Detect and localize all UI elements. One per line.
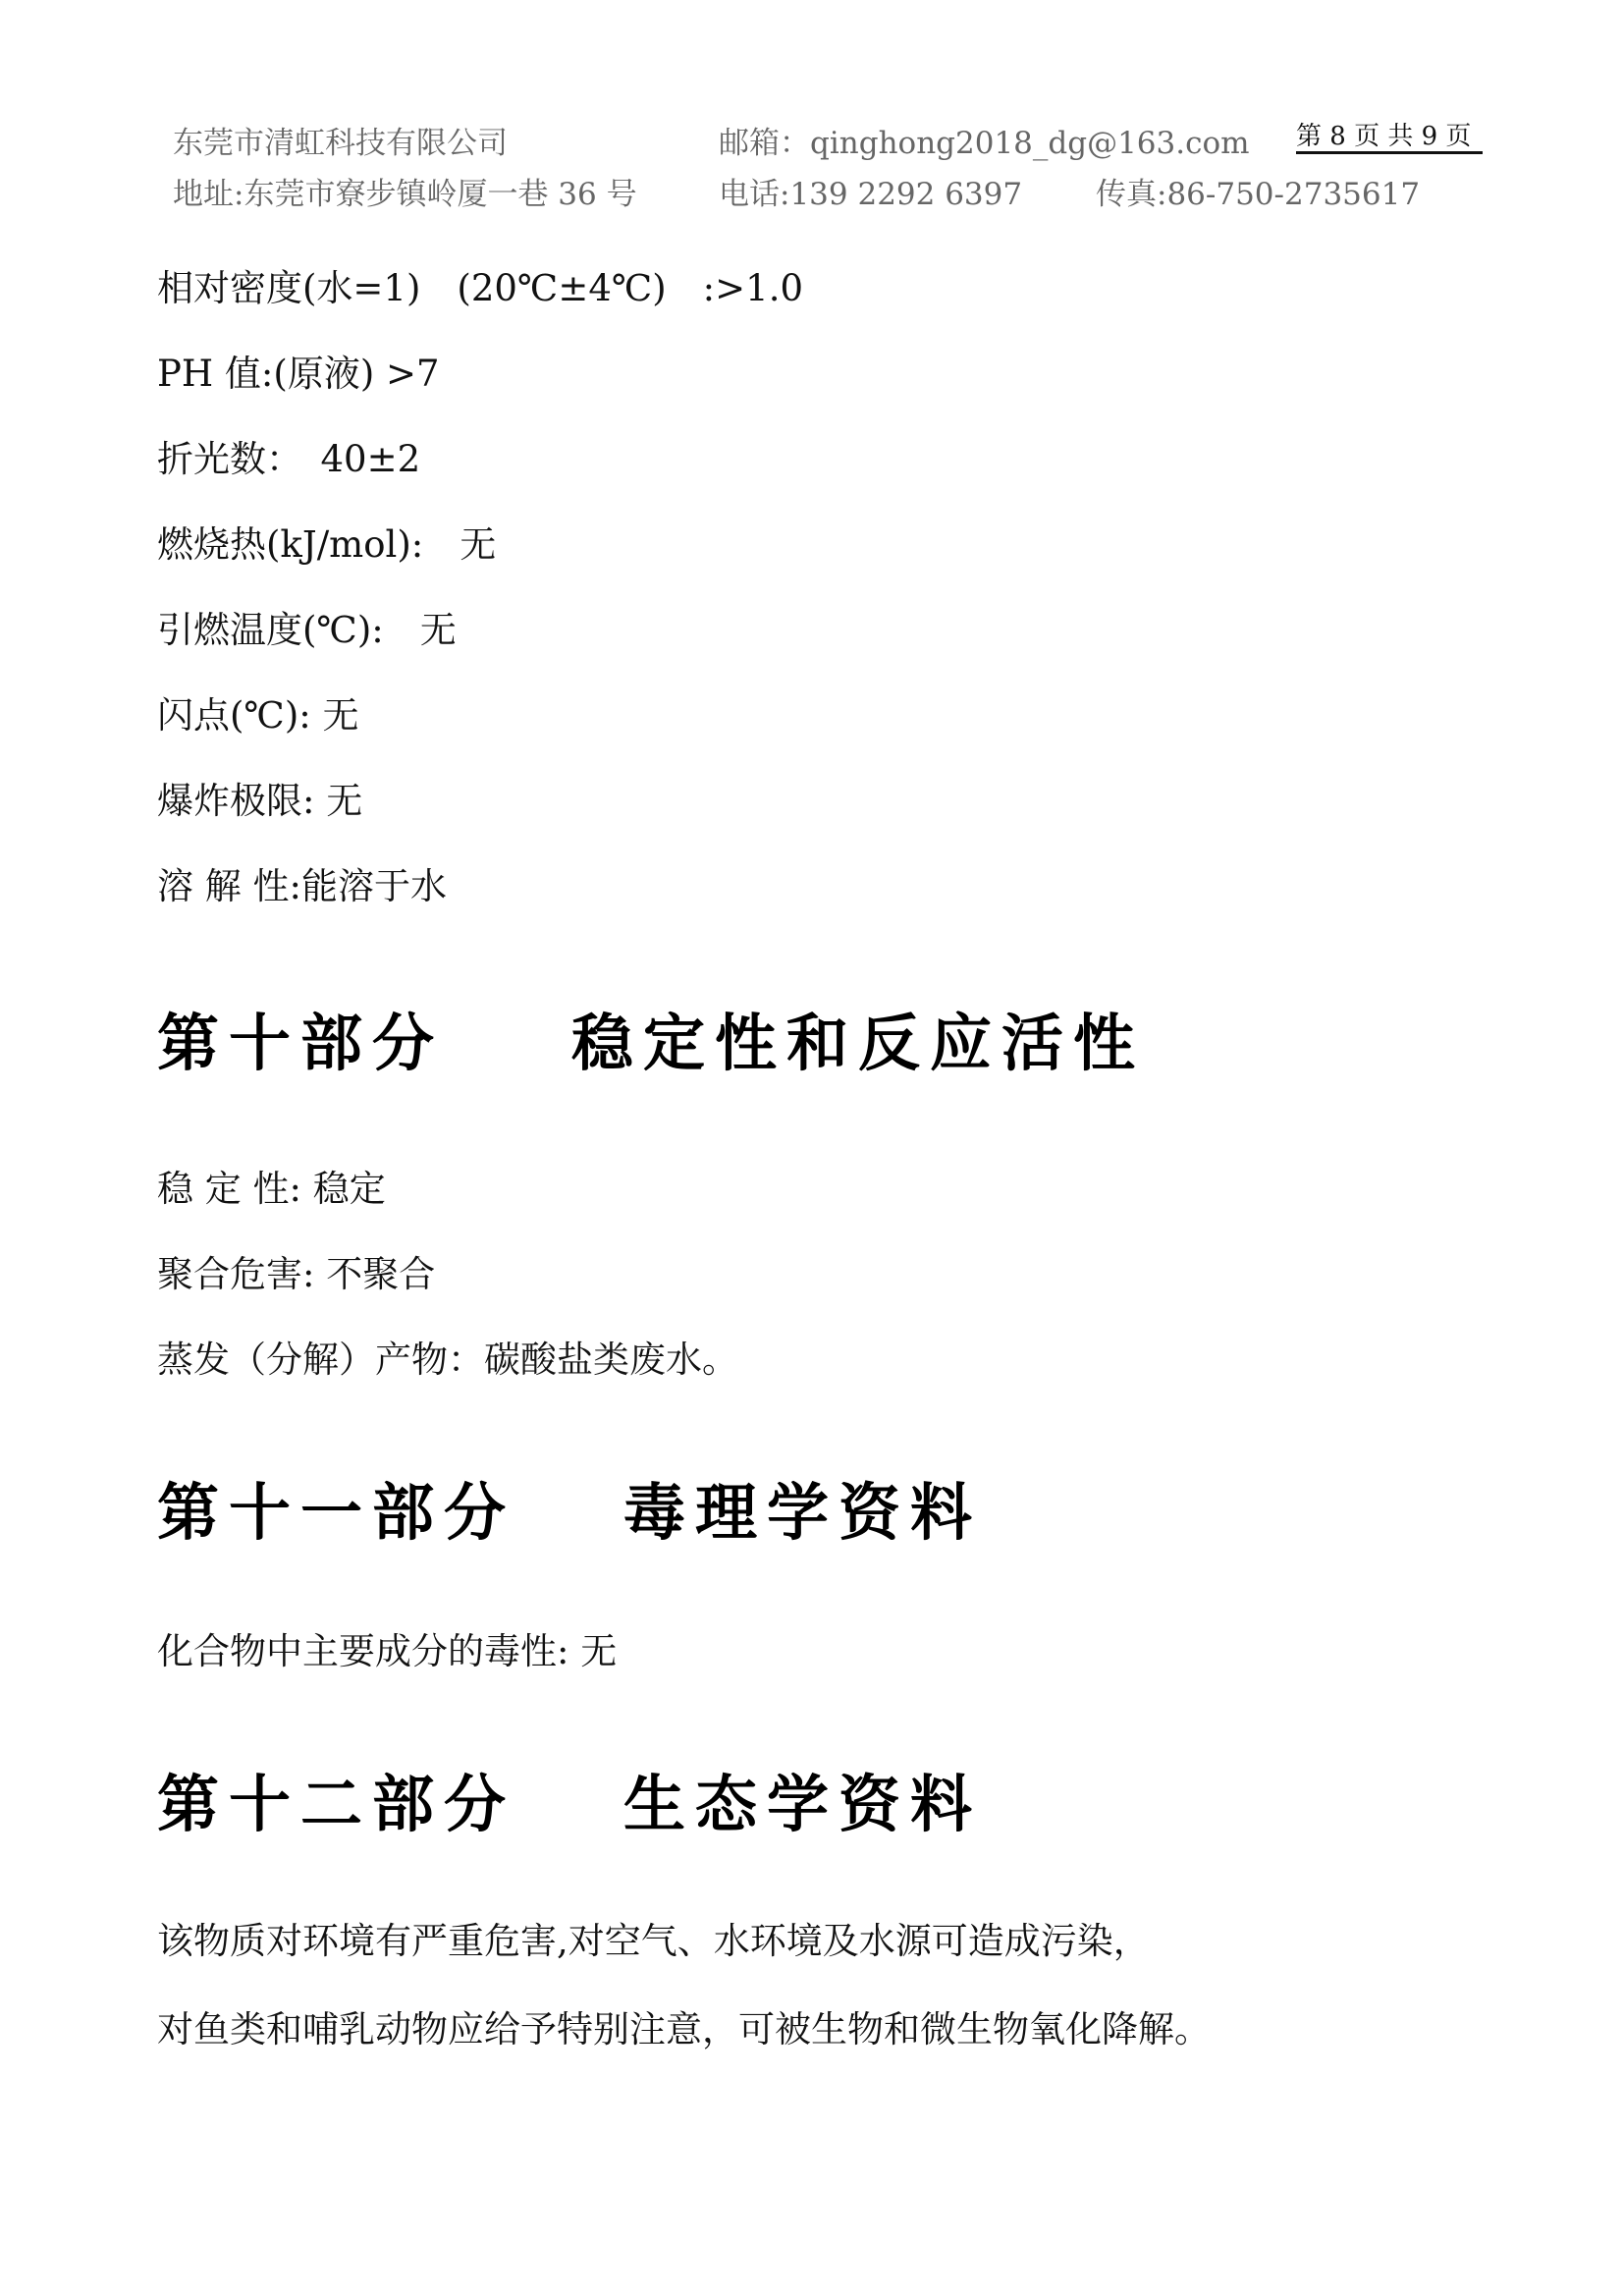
page-number: 第 8 页 共 9 页	[1296, 122, 1472, 151]
ecology-line-2: 对鱼类和哺乳动物应给予特别注意，可被生物和微生物氧化降解。	[157, 2008, 1211, 2050]
page-number-underline	[1296, 151, 1483, 154]
section-10-number: 第十部分	[157, 1008, 444, 1079]
section-11-heading	[157, 1463, 982, 1553]
property-relative-density: 相对密度(水=1) (20℃±4℃) :>1.0	[157, 267, 803, 309]
section-10-title: 稳定性和反应活性	[571, 1008, 1145, 1079]
property-flash-point: 闪点(℃): 无	[157, 694, 359, 737]
polymerization-hazard-line: 聚合危害: 不聚合	[157, 1253, 436, 1295]
company-name: 东莞市清虹科技有限公司	[173, 126, 508, 161]
section-12-title: 生态学资料	[623, 1769, 982, 1840]
property-heat-of-combustion: 燃烧热(kJ/mol): 无	[157, 523, 497, 566]
property-refractive-index: 折光数： 40±2	[157, 438, 421, 480]
section-12-number: 第十二部分	[157, 1769, 515, 1840]
stability-line: 稳 定 性: 稳定	[157, 1168, 386, 1210]
section-12-heading	[157, 1755, 982, 1844]
property-solubility: 溶 解 性:能溶于水	[157, 865, 447, 907]
section-11-title: 毒理学资料	[623, 1477, 982, 1549]
header-phone: 电话:139 2292 6397	[719, 177, 1023, 212]
decomposition-products-line: 蒸发（分解）产物：碳酸盐类废水。	[157, 1339, 738, 1381]
property-ignition-temperature: 引燃温度(℃): 无	[157, 609, 457, 651]
header-fax: 传真:86-750-2735617	[1096, 177, 1421, 212]
toxicity-line: 化合物中主要成分的毒性: 无	[157, 1630, 618, 1672]
header-email: 邮箱：qinghong2018_dg@163.com	[719, 126, 1250, 161]
property-ph: PH 值:(原液) >7	[157, 353, 440, 395]
property-explosion-limit: 爆炸极限: 无	[157, 780, 363, 822]
section-10-heading	[157, 994, 1145, 1083]
ecology-line-1: 该物质对环境有严重危害,对空气、水环境及水源可造成污染，	[157, 1920, 1150, 1962]
header-address: 地址:东莞市寮步镇岭厦一巷 36 号	[173, 177, 637, 212]
section-11-number: 第十一部分	[157, 1477, 515, 1549]
